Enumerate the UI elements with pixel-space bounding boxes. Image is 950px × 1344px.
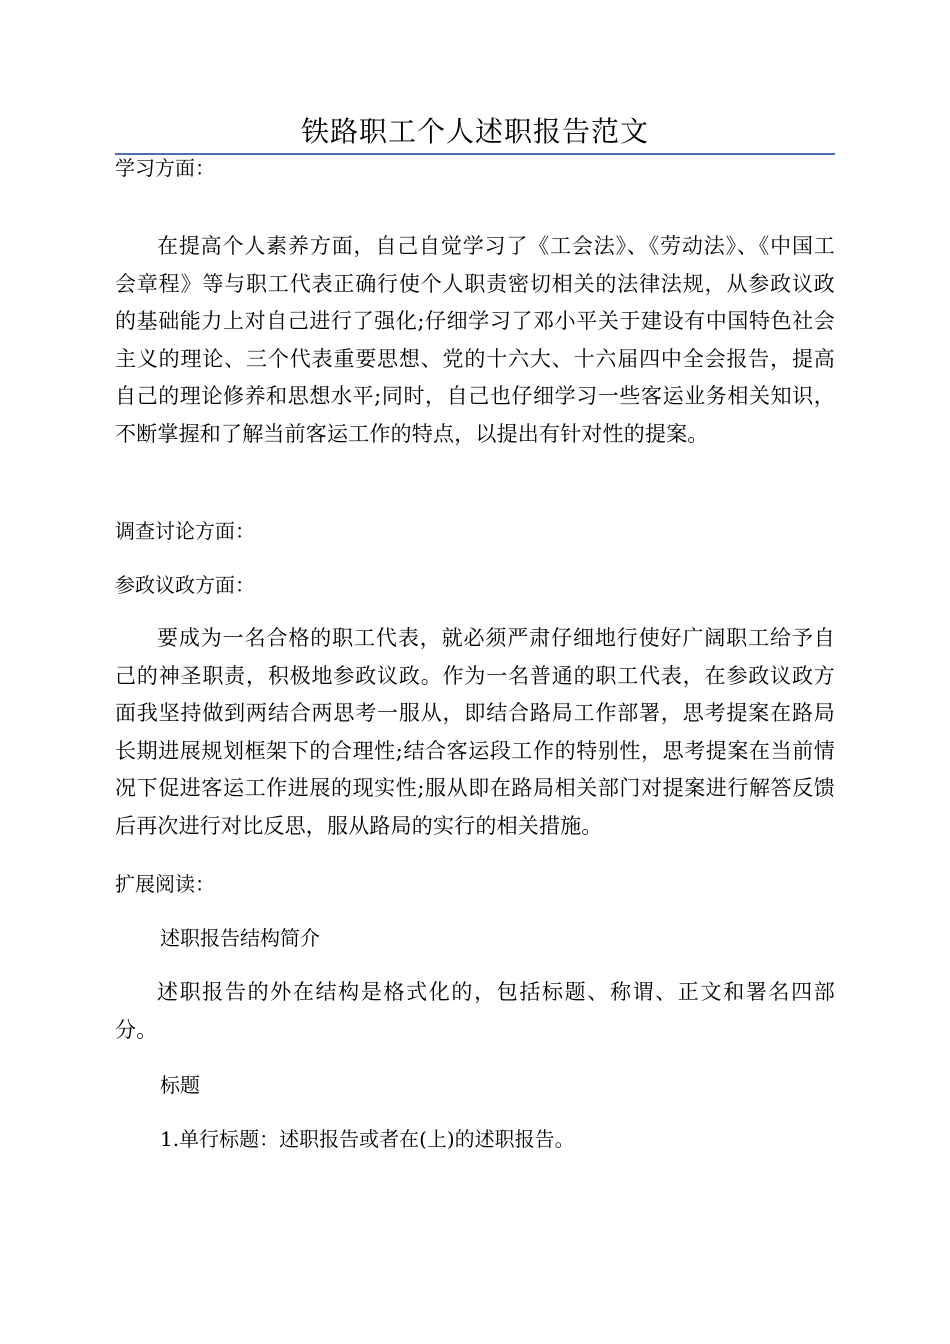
subheading-title: 标题 — [160, 1073, 200, 1097]
section-heading-politics: 参政议政方面： — [115, 573, 255, 597]
section-heading-survey: 调查讨论方面： — [115, 519, 255, 543]
subheading-structure: 述职报告结构简介 — [160, 926, 320, 950]
section-heading-study: 学习方面： — [115, 156, 215, 180]
list-item-1: 1.单行标题：述职报告或者在(上)的述职报告。 — [160, 1127, 575, 1151]
paragraph-structure: 述职报告的外在结构是格式化的，包括标题、称谓、正文和署名四部分。 — [115, 980, 835, 1042]
title-underline — [115, 153, 835, 155]
paragraph-study: 在提高个人素养方面，自己自觉学习了《工会法》、《劳动法》、《中国工会章程》等与职工代表正确行使个人职责密切相关的法律法规，从参政议政的基础能力上对自己进行了强化;仔细学习了邓小平关于建设有中国特色社会主义的理论、三个代表重要思想、党的十六大、十六届四中全会报告，提高自己的理论修养和思想水平;同时，自己也仔细学习一些客运业务相关知识，不断掌握和了解当前客运工作的特点，以提出有针对性的提案。 — [115, 234, 835, 446]
paragraph-politics: 要成为一名合格的职工代表，就必须严肃仔细地行使好广阔职工给予自己的神圣职责，积极地参政议政。作为一名普通的职工代表，在参政议政方面我坚持做到两结合两思考一服从，即结合路局工作部署，思考提案在路局长期进展规划框架下的合理性;结合客运段工作的特别性，思考提案在当前情况下促进客运工作进展的现实性;服从即在路局相关部门对提案进行解答反馈后再次进行对比反思，服从路局的实行的相关措施。 — [115, 626, 835, 838]
document-title: 铁路职工个人述职报告范文 — [300, 115, 649, 148]
section-heading-extended-reading: 扩展阅读： — [115, 872, 215, 896]
